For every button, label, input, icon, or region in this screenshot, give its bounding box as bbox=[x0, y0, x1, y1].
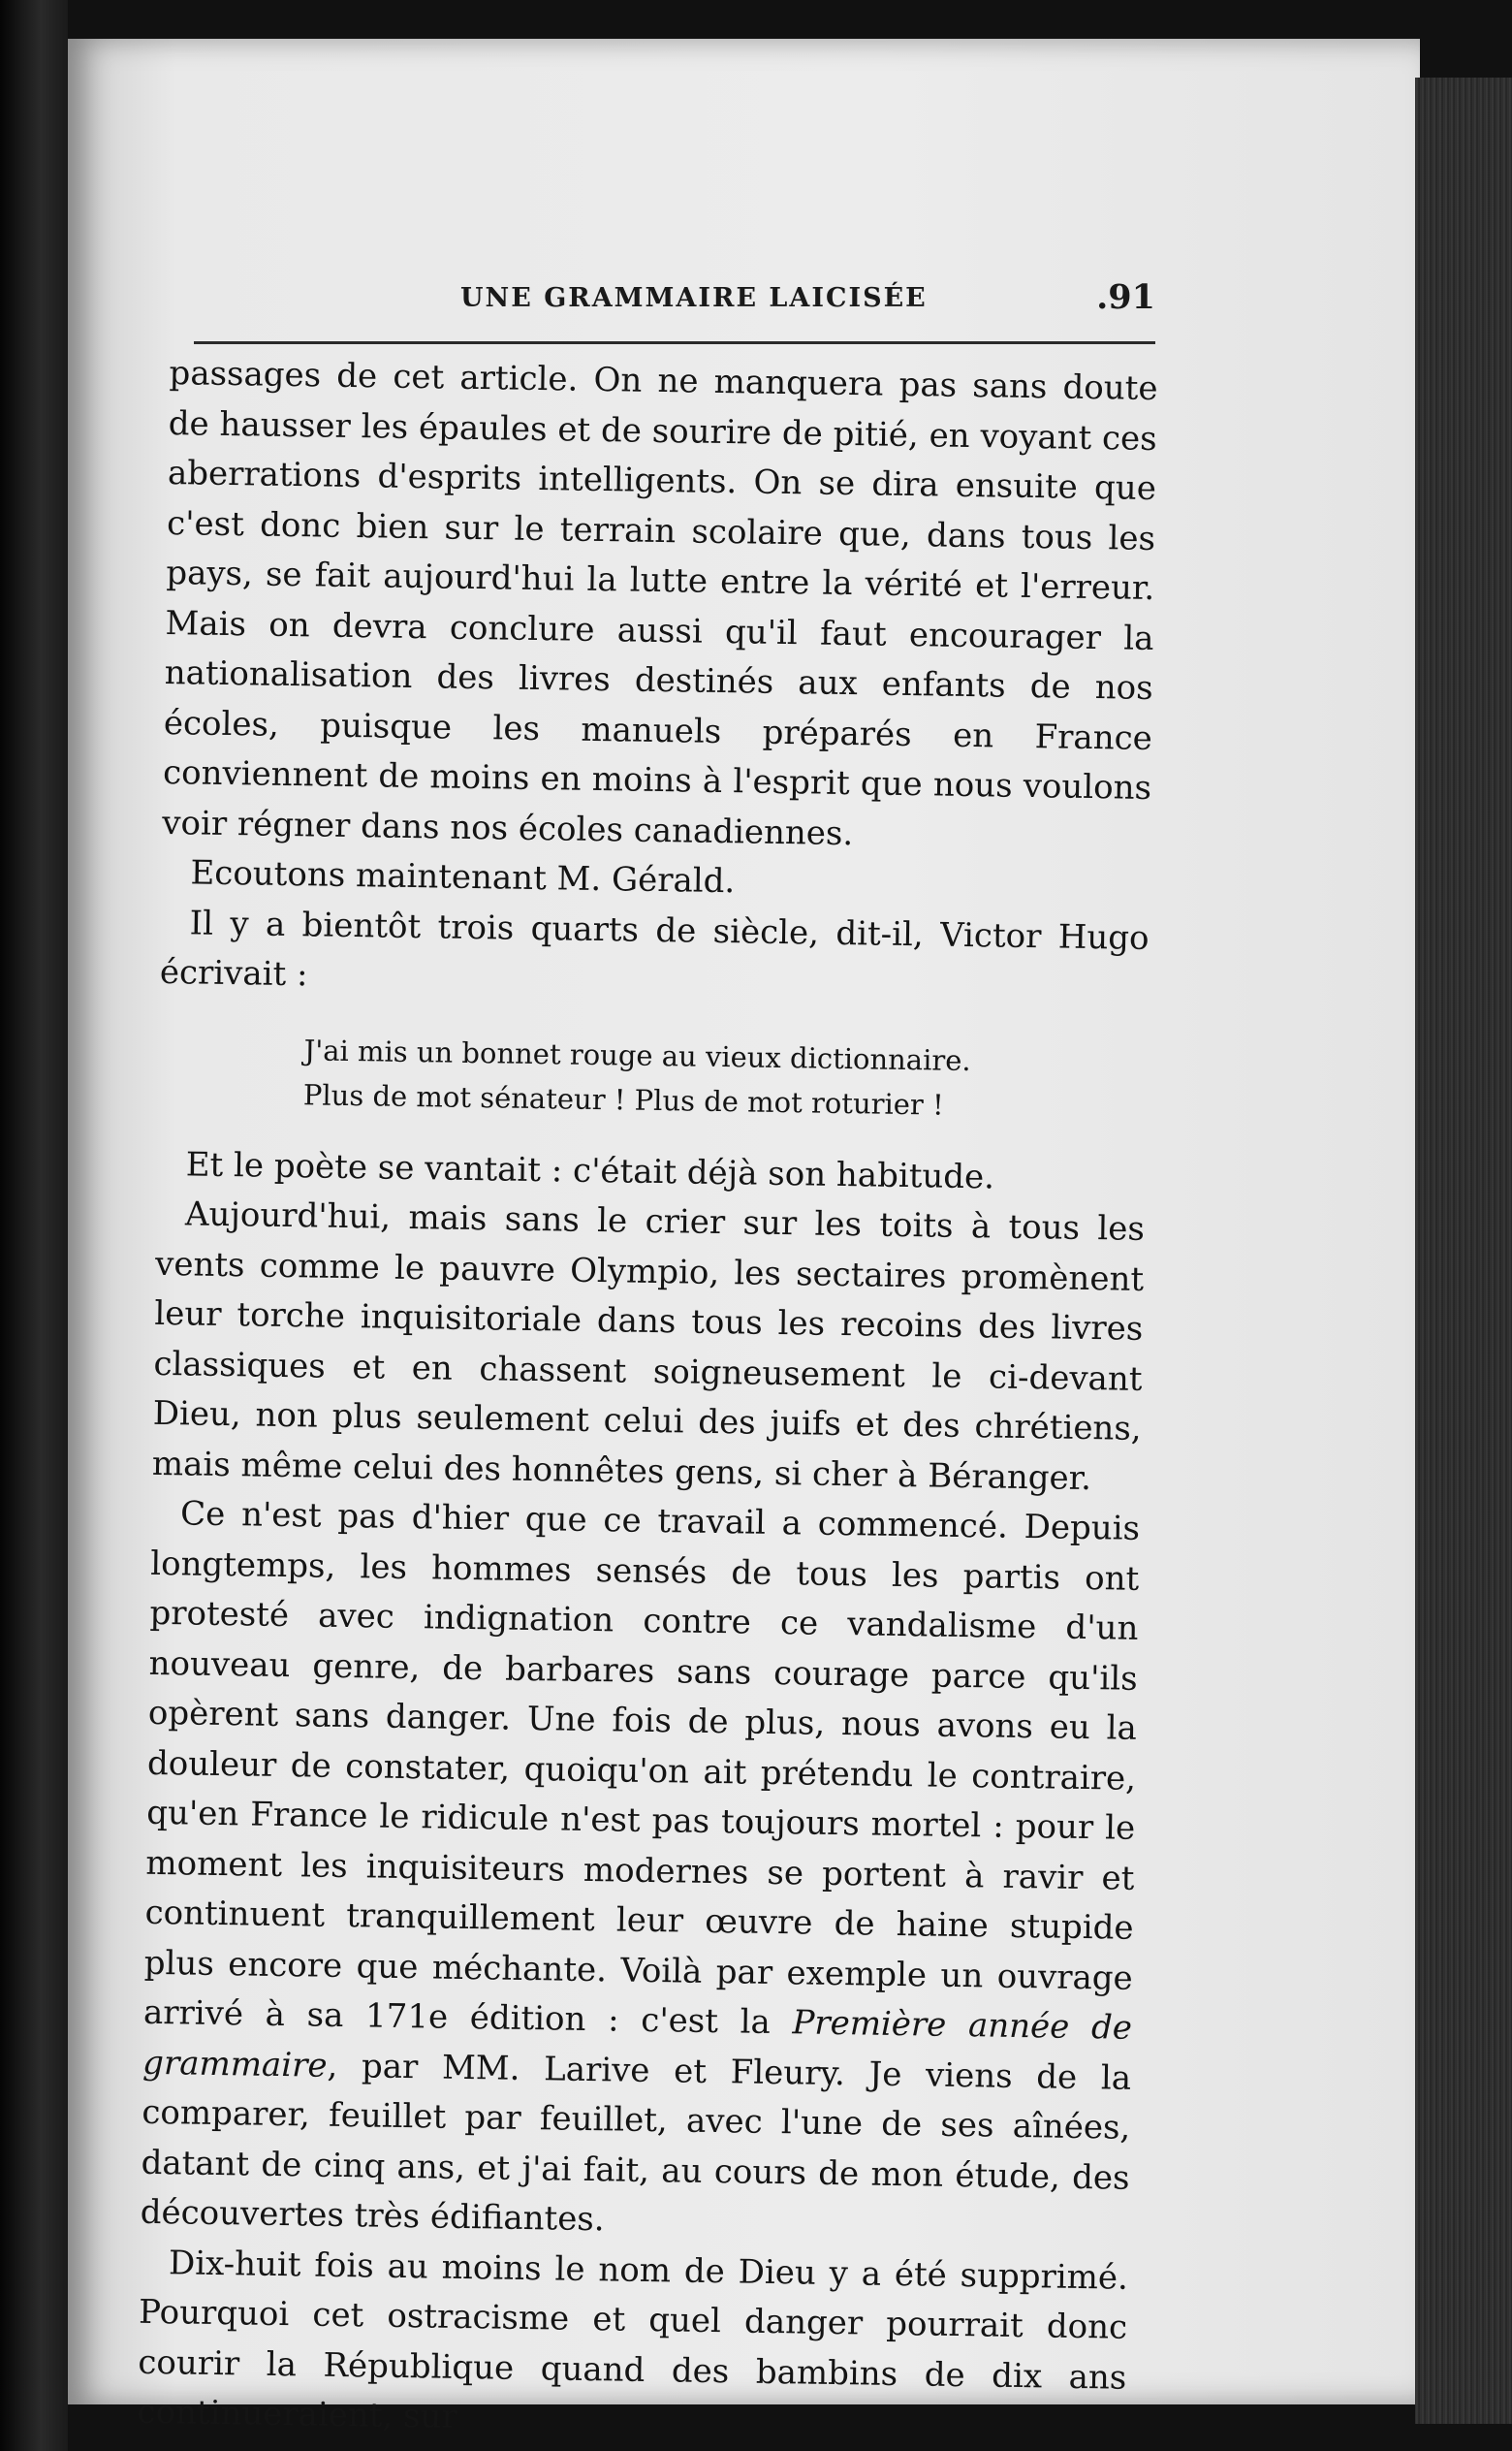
paragraph-1: passages de cet article. On ne manquera pas sans doute de hausser les épaules et de sourire de pitié, en voyant ces aberrations d'esprits intelligents. On se dira ensuite que c'est donc bien sur le terrain scolaire que, dans tous les pays, se fait aujourd'hui la lutte entre la vérité et l'erreur. Mais on devra conclure aussi qu'il faut encourager la nationalisation des livres destinés aux enfants de nos écoles, puisque les manuels préparés en France conviennent de moins en moins à l'esprit que nous voulons voir régner dans nos écoles canadiennes. bbox=[162, 353, 1158, 853]
paragraph-3: Il y a bientôt trois quarts de siècle, dit-il, Victor Hugo écrivait : bbox=[159, 903, 1150, 995]
paragraph-6 bbox=[140, 1489, 1140, 2253]
paragraph-6-text-b: , par MM. Larive et Fleury. Je viens de la comparer, feuillet par feuillet, avec l'une de ses aînées, datant de cinq ans, et j'ai fait, au cours de mon étude, des découvertes très édifiantes. bbox=[140, 2046, 1132, 2240]
verse-quote bbox=[303, 1028, 1148, 1130]
running-head: UNE GRAMMAIRE LAICISÉE bbox=[460, 283, 928, 313]
paragraph-2: Ecoutons maintenant M. Gérald. bbox=[190, 853, 736, 902]
book-title: Première année de grammaire bbox=[142, 2003, 1133, 2085]
verse-line-1: J'ai mis un bonnet rouge au vieux dictionnaire. bbox=[303, 1033, 971, 1077]
paragraph-4: Et le poète se vantait : c'était déjà son habitude. bbox=[185, 1144, 995, 1196]
paragraph-5: Aujourd'hui, mais sans le crier sur les toits à tous les vents comme le pauvre Olympio, les sectaires promènent leur torche inquisitoriale dans tous les recoins des livres classiques et en chassent soigneusement le ci-devant Dieu, non plus seulement celui des juifs et des chrétiens, mais même celui des honnêtes gens, si cher à Béranger. bbox=[151, 1194, 1146, 1498]
body-text bbox=[137, 349, 1158, 2451]
paragraph-6-text-a: Ce n'est pas d'hier que ce travail a commencé. Depuis longtemps, les hommes sensés de tous les partis ont protesté avec indignation contre ce vandalisme d'un nouveau genre, de barbares sans courage parce qu'ils opèrent sans danger. Une fois de plus, nous avons eu la douleur de constater, quoiqu'on ait prétendu le contraire, qu'en France le ridicule n'est pas toujours mortel : pour le moment les inquisiteurs modernes se portent à ravir et continuent tranquillement leur œuvre de haine stupide plus encore que méchante. Voilà par exemple un ouvrage arrivé à sa 171e édition : c'est la bbox=[142, 1494, 1141, 2043]
page-header bbox=[194, 277, 1155, 344]
page-edges bbox=[1415, 78, 1512, 2424]
page-number: .91 bbox=[1096, 277, 1155, 317]
verse-line-2: Plus de mot sénateur ! Plus de mot roturier ! bbox=[302, 1077, 944, 1122]
book-spine-shadow bbox=[0, 0, 68, 2451]
paragraph-7: Dix-huit fois au moins le nom de Dieu y a été supprimé. Pourquoi cet ostracisme et quel danger pourrait donc courir la République quand des bambins de dix ans continueraient, sur bbox=[137, 2243, 1129, 2436]
